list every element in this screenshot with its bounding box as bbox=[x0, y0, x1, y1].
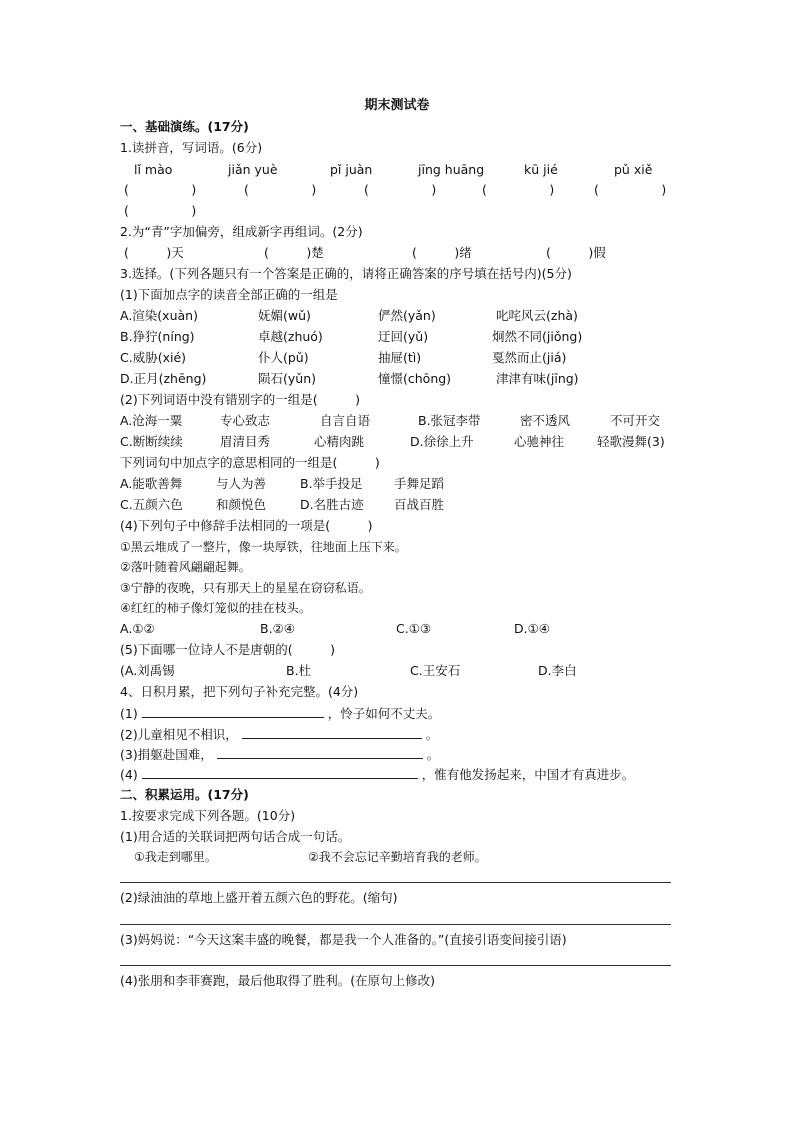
pinyin-4: jīng huāng bbox=[418, 162, 485, 177]
option-item: 卓越(zhuó) bbox=[258, 329, 323, 344]
fill-line-4 bbox=[120, 766, 634, 783]
option-item: 心驰神往 bbox=[514, 434, 565, 449]
option-item[interactable]: A.沧海一粟 bbox=[120, 413, 183, 428]
fill-blank[interactable] bbox=[217, 746, 423, 759]
option-item: 迂回(yǔ) bbox=[378, 329, 429, 344]
fill-line-1 bbox=[120, 705, 440, 722]
option-item: 陨石(yǔn) bbox=[258, 371, 316, 386]
fill-blank[interactable] bbox=[142, 705, 324, 718]
answer-line[interactable] bbox=[120, 965, 671, 966]
option-item: 憧憬(chōng) bbox=[378, 371, 452, 386]
option-item: 不可开交 bbox=[610, 413, 661, 428]
option-item: 手舞足蹈 bbox=[394, 476, 445, 491]
option-item[interactable]: B.杜 bbox=[286, 663, 312, 678]
fill-prefix: (3)捐躯赴国难， bbox=[120, 747, 213, 762]
option-item: 抽屉(tì) bbox=[378, 350, 422, 365]
fill-prefix: (1) bbox=[120, 706, 138, 721]
option-item: 仆人(pǔ) bbox=[258, 350, 309, 365]
radical-item[interactable]: ( )天 bbox=[124, 245, 184, 260]
q3-part5-stem: (5)下面哪一位诗人不是唐朝的( ) bbox=[120, 642, 335, 657]
fill-blank[interactable] bbox=[142, 766, 418, 779]
option-item[interactable]: B.狰狞(níng) bbox=[120, 329, 195, 344]
option-item[interactable]: C.威胁(xié) bbox=[120, 350, 187, 365]
option-item: 自言自语 bbox=[320, 413, 371, 428]
q3-part4-stem: (4)下列句子中修辞手法相同的一项是( ) bbox=[120, 518, 373, 533]
fill-suffix: ，怜子如何不丈夫。 bbox=[327, 706, 441, 721]
fill-suffix: 。 bbox=[425, 727, 439, 742]
option-item: 和颜悦色 bbox=[216, 497, 267, 512]
option-item: 妩媚(wǔ) bbox=[258, 308, 311, 323]
radical-item[interactable]: ( )楚 bbox=[264, 245, 324, 260]
fill-line-2 bbox=[120, 726, 438, 743]
option-item[interactable]: A.①② bbox=[120, 621, 155, 636]
fill-line-3 bbox=[120, 746, 439, 763]
s2-q1-stem: 1.按要求完成下列各题。(10分) bbox=[120, 808, 296, 823]
q1-stem: 1.读拼音，写词语。(6分) bbox=[120, 140, 263, 155]
sentence-item: ②我不会忘记辛勤培育我的老师。 bbox=[308, 850, 487, 864]
option-item[interactable]: C.①③ bbox=[396, 621, 432, 636]
answer-blank[interactable]: ( ) bbox=[124, 203, 197, 218]
fill-suffix: 。 bbox=[426, 747, 440, 762]
option-item: 戛然而止(jiá) bbox=[492, 350, 567, 365]
option-item[interactable]: D.李白 bbox=[538, 663, 577, 678]
answer-blank[interactable]: ( ) bbox=[124, 182, 197, 197]
s2-q1-part4: (4)张朋和李菲赛跑，最后他取得了胜利。(在原句上修改) bbox=[120, 973, 435, 988]
option-item: 轻歌漫舞(3) bbox=[597, 434, 665, 449]
fill-suffix: ，惟有他发扬起来，中国才有真进步。 bbox=[421, 767, 635, 782]
fill-prefix: (2)儿童相见不相识， bbox=[120, 727, 238, 742]
answer-blank[interactable]: ( ) bbox=[482, 182, 555, 197]
sentence-item: ③宁静的夜晚，只有那天上的星星在窃窃私语。 bbox=[120, 581, 371, 595]
answer-line[interactable] bbox=[120, 882, 671, 883]
sentence-item: ④红红的柿子像灯笼似的挂在枝头。 bbox=[120, 601, 311, 615]
q3-part2-stem: (2)下列词语中没有错别字的一组是( ) bbox=[120, 392, 360, 407]
s2-q1-part1: (1)用合适的关联词把两句话合成一句话。 bbox=[120, 829, 351, 844]
q3-stem: 3.选择。(下列各题只有一个答案是正确的，请将正确答案的序号填在括号内)(5分) bbox=[120, 266, 572, 281]
option-item: 炯然不同(jiǒng) bbox=[492, 329, 583, 344]
pinyin-2: jiǎn yuè bbox=[228, 162, 278, 177]
fill-blank[interactable] bbox=[242, 726, 422, 739]
q2-stem: 2.为“青”字加偏旁，组成新字再组词。(2分) bbox=[120, 224, 363, 239]
option-item[interactable]: D.徐徐上升 bbox=[410, 434, 474, 449]
pinyin-3: pǐ juàn bbox=[330, 162, 373, 177]
pinyin-1: lǐ mào bbox=[134, 162, 173, 177]
option-item[interactable]: A.渲染(xuàn) bbox=[120, 308, 198, 323]
option-item: 密不透风 bbox=[520, 413, 571, 428]
option-item[interactable]: (A.刘禹锡 bbox=[120, 663, 175, 678]
option-item: 眉清目秀 bbox=[220, 434, 271, 449]
s2-q1-part2: (2)绿油油的草地上盛开着五颜六色的野花。(缩句) bbox=[120, 890, 398, 905]
option-item: 心精肉跳 bbox=[314, 434, 365, 449]
q3-part3-stem: 下列词句中加点字的意思相同的一组是( ) bbox=[120, 455, 380, 470]
section-1-header: 一、基础演练。(17分) bbox=[120, 119, 249, 134]
option-item[interactable]: D.①④ bbox=[514, 621, 551, 636]
option-item: 专心致志 bbox=[220, 413, 271, 428]
option-item[interactable]: C.王安石 bbox=[410, 663, 461, 678]
answer-blank[interactable]: ( ) bbox=[244, 182, 317, 197]
s2-q1-part3: (3)妈妈说：“今天这案丰盛的晚餐，都是我一个人准备的。”(直接引语变间接引语) bbox=[120, 932, 567, 947]
answer-line[interactable] bbox=[120, 924, 671, 925]
option-item[interactable]: C.五颜六色 bbox=[120, 497, 183, 512]
fill-prefix: (4) bbox=[120, 767, 138, 782]
page-title: 期末测试卷 bbox=[364, 98, 430, 113]
q3-part1-stem: (1)下面加点字的读音全部正确的一组是 bbox=[120, 287, 338, 302]
pinyin-5: kū jié bbox=[524, 162, 558, 177]
option-item[interactable]: A.能歌善舞 bbox=[120, 476, 183, 491]
sentence-item: ②落叶随着风翩翩起舞。 bbox=[120, 560, 251, 574]
sentence-item: ①黑云堆成了一整片，像一块厚铁，往地面上压下来。 bbox=[120, 540, 407, 554]
option-item: 与人为善 bbox=[216, 476, 267, 491]
q4-stem: 4、日积月累，把下列句子补充完整。(4分) bbox=[120, 684, 359, 699]
option-item[interactable]: B.举手投足 bbox=[300, 476, 363, 491]
answer-blank[interactable]: ( ) bbox=[364, 182, 437, 197]
radical-item[interactable]: ( )绪 bbox=[412, 245, 472, 260]
sentence-item: ①我走到哪里。 bbox=[134, 850, 217, 864]
answer-blank[interactable]: ( ) bbox=[594, 182, 667, 197]
option-item: 叱咤风云(zhà) bbox=[496, 308, 578, 323]
option-item[interactable]: B.②④ bbox=[260, 621, 295, 636]
option-item[interactable]: D.正月(zhēng) bbox=[120, 371, 207, 386]
option-item[interactable]: C.断断续续 bbox=[120, 434, 183, 449]
pinyin-6: pǔ xiě bbox=[614, 162, 653, 177]
option-item[interactable]: B.张冠李带 bbox=[418, 413, 481, 428]
option-item: 俨然(yǎn) bbox=[378, 308, 436, 323]
option-item: 百战百胜 bbox=[394, 497, 445, 512]
option-item[interactable]: D.名胜古迹 bbox=[300, 497, 364, 512]
radical-item[interactable]: ( )假 bbox=[546, 245, 606, 260]
section-2-header: 二、积累运用。(17分) bbox=[120, 787, 249, 802]
option-item: 津津有味(jīng) bbox=[496, 371, 579, 386]
